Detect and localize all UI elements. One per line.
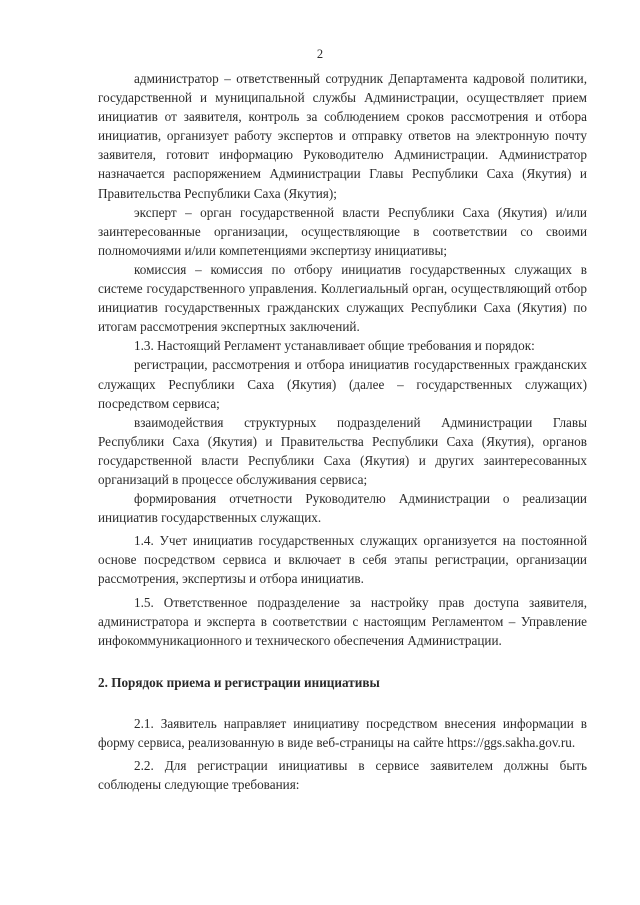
clause-2-1: 2.1. Заявитель направляет инициативу посредством внесения информации в форму сервиса, реализованную в виде веб-страницы на сайте https://ggs.sakha.gov.ru. [98,715,587,750]
definition-administrator: администратор – ответственный сотрудник Департамента кадровой политики, государственной и муниципальной службы Администрации, осуществляет прием инициатив от заявителя, контроль за соблюдением сроков рассмотрения и отбора инициатив, организует работу экспертов и отправку ответов на электронную почту заявителя, готовит информацию Руководителю Администрации. Администратор назначается распоряжением Администрации Главы Республики Саха (Якутия) и Правительства Республики Саха (Якутия); [98,71,587,201]
section-2-heading: 2. Порядок приема и регистрации инициативы [98,674,380,690]
clause-1-3: 1.3. Настоящий Регламент устанавливает общие требования и порядок: [134,338,535,354]
clause-1-3-item-interaction: взаимодействия структурных подразделений Администрации Главы Республики Саха (Якутия) и Правительства Республики Саха (Якутия), органов государственной власти Республики Саха (Якутия) и других заинтересованных организаций в процессе обслуживания сервиса; [98,414,587,487]
clause-1-4: 1.4. Учет инициатив государственных служащих организуется на постоянной основе посредством сервиса и включает в себя этапы регистрации, организации рассмотрения, экспертизы и отбора инициатив. [98,533,587,587]
page-number: 2 [316,47,324,61]
definition-commission: комиссия – комиссия по отбору инициатив государственных служащих в системе государственного управления. Коллегиальный орган, осуществляющий отбор инициатив государственных гражданских служащих Республики Саха (Якутия) по итогам рассмотрения экспертных заключений. [98,261,587,335]
clause-1-3-item-registration: регистрации, рассмотрения и отбора инициатив государственных гражданских служащих Республики Саха (Якутия) (далее – государственных служащих) посредством сервиса; [98,357,587,411]
clause-1-5: 1.5. Ответственное подразделение за настройку прав доступа заявителя, администратора и эксперта в соответствии с настоящим Регламентом – Управление инфокоммуникационного и технического обеспечения Администрации. [98,594,587,648]
document-body [98,69,587,794]
definition-expert: эксперт – орган государственной власти Республики Саха (Якутия) и/или заинтересованные организации, осуществляющие в соответствии со своими полномочиями и/или компетенциями экспертизу инициативы; [98,204,587,258]
clause-1-3-item-reporting: формирования отчетности Руководителю Администрации о реализации инициатив государственных служащих. [98,491,587,526]
clause-2-2: 2.2. Для регистрации инициативы в сервисе заявителем должны быть соблюдены следующие требования: [98,758,587,793]
